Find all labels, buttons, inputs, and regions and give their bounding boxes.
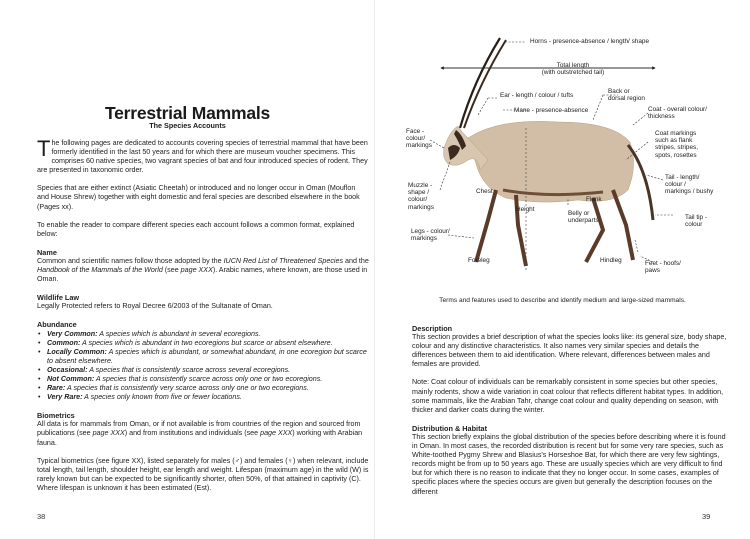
face-label: Face - colour/ markings (406, 128, 432, 150)
page-subtitle: The Species Accounts (149, 121, 226, 130)
figure-caption: Terms and features used to describe and identify medium and large-sized mammals. (439, 297, 686, 304)
wildlife-law-paragraph: Legally Protected refers to Royal Decree 6/2003 of the Sultanate of Oman. (37, 302, 273, 311)
chest-label: Chest (476, 188, 493, 195)
description-paragraph: This section provides a brief description of what the species looks like: its general size, body shape, colour and any distinctive characteristics. It also names very similar species and details the differences between them to aid identification. Where relevant, differences between males and females are provided. (412, 333, 727, 369)
coat-label: Coat - overall colour/ thickness (648, 106, 707, 121)
list-item: • Locally Common: A species which is abundant, or somewhat abundant, in one ecoregion but scarce to absent elsewhere. (37, 348, 369, 366)
tail-label: Tail - length/ colour / markings / bushy (665, 174, 714, 196)
page-number-left: 38 (37, 512, 46, 521)
abundance-heading: Abundance (37, 320, 77, 330)
list-item: • Rare: A species that is consistently very scarce across only one or two ecoregions. (37, 384, 369, 393)
legs-label: Legs - colour/ markings (411, 228, 450, 243)
page-number-right: 39 (702, 512, 711, 521)
biometrics-paragraph-1: All data is for mammals from Oman, or if not available is from countries of the region and sourced from publications (see page XXX) and from institutions and individuals (see page XXX) working with Arabian fauna. (37, 420, 363, 447)
biometrics-paragraph-2: Typical biometrics (see figure XX), listed separately for males (♂) and females (♀) when relevant, include total length, tail length, shoulder height, ear length and weight. Lifespan (maximum age) in the wild (W) is rarely known but can be expected to be significantly shorter, often 50%, of that attained in captivity (C). Where lifespan is unknown it has been estimated (Est). (37, 456, 369, 492)
right-text-column (412, 324, 732, 506)
muzzle-label: Muzzle - shape / colour/ markings (408, 182, 434, 211)
description-heading: Description (412, 324, 453, 333)
list-item: • Common: A species which is abundant in two ecoregions but scarce or absent elsewhere. (37, 339, 369, 348)
format-paragraph: To enable the reader to compare different species each account follows a common format, explained below: (37, 220, 355, 238)
name-paragraph: Common and scientific names follow those adopted by the IUCN Red List of Threatened Species and the Handbook of the Mammals of the World (see page XXX). Arabic names, where known, are those used in Oman. (37, 256, 369, 284)
back-label: Back or dorsal region (608, 88, 645, 103)
name-heading: Name (37, 247, 57, 257)
biometrics-heading: Biometrics (37, 411, 75, 421)
ear-label: Ear - length / colour / tufts (500, 92, 574, 99)
total-length-label: Total length (with outstretched tail) (541, 62, 605, 77)
wildlife-law-heading: Wildlife Law (37, 293, 80, 303)
horns-label: Horns - presence-absence / length/ shape (530, 38, 650, 45)
list-item: • Very Common: A species which is abundant in several ecoregions. (37, 330, 369, 339)
feet-label: Feet - hoofs/ paws (645, 260, 681, 275)
oryx-diagram (408, 30, 728, 300)
distribution-paragraph: This section briefly explains the global distribution of the species before describing where it is found in Oman. In most cases, the recorded distribution is recent but for some very rare species, such as White-toothed Pygmy Shrew and Blasius's Horseshoe Bat, for which there are very few sightings, records might be from up to 50 years ago. These are usually species which are very difficult to find but for which there is no reason to indicate that they no longer occur. In some cases, examples of specific places where the species occurs are given but generally the description focuses on the different (412, 432, 726, 496)
note-paragraph: Note: Coat colour of individuals can be remarkably consistent in some species but other species, mainly rodents, show a wide variation in coat colour that reflects different habitat types. In addition, some mammals, like the Arabian Tahr, change coat colour and quality depending on season, with thicker and darker coats during the winter. (412, 378, 724, 414)
height-label: Height (516, 206, 535, 213)
foreleg-shape (476, 190, 496, 262)
distribution-heading: Distribution & Habitat (412, 423, 487, 433)
horn-shape (460, 38, 500, 128)
belly-label: Belly or underparts (568, 210, 599, 225)
list-item: • Occasional: A species that is consistently scarce across several ecoregions. (37, 366, 369, 375)
hindleg-label: Hindleg (600, 257, 622, 264)
hindleg-shape (586, 198, 603, 262)
list-item: • Very Rare: A species only known from five or fewer locations. (37, 393, 369, 402)
tail-tip-label: Tail tip - colour (685, 214, 708, 229)
abundance-list (37, 330, 369, 403)
intro-paragraph: The following pages are dedicated to accounts covering species of terrestrial mammal that have been formerly identified in the last 50 years and for which there are museum voucher specimens. This comprises 60 native species, two vagrant species of bat and four introduced species of rodent. They are presented in taxonomic order. (37, 136, 368, 175)
list-item: • Not Common: A species that is consistently scarce across only one or two ecoregions. (37, 375, 369, 384)
coat-markings-label: Coat markings such as flank stripes, stripes, spots, rosettes (655, 130, 698, 159)
foreleg-label: Foreleg (468, 257, 490, 264)
flank-label: Flank (586, 196, 602, 203)
drop-cap: T (37, 136, 51, 161)
left-text-column (37, 136, 369, 502)
page-title: Terrestrial Mammals (104, 103, 271, 123)
extinct-species-paragraph: Species that are either extinct (Asiatic Cheetah) or introduced and no longer occur in Oman (Mouflon and House Shrew) together with eight domestic and feral species are described elsewhere in the book (Pages xx). (37, 184, 360, 211)
mane-label: Mane - presence-absence (514, 107, 589, 114)
